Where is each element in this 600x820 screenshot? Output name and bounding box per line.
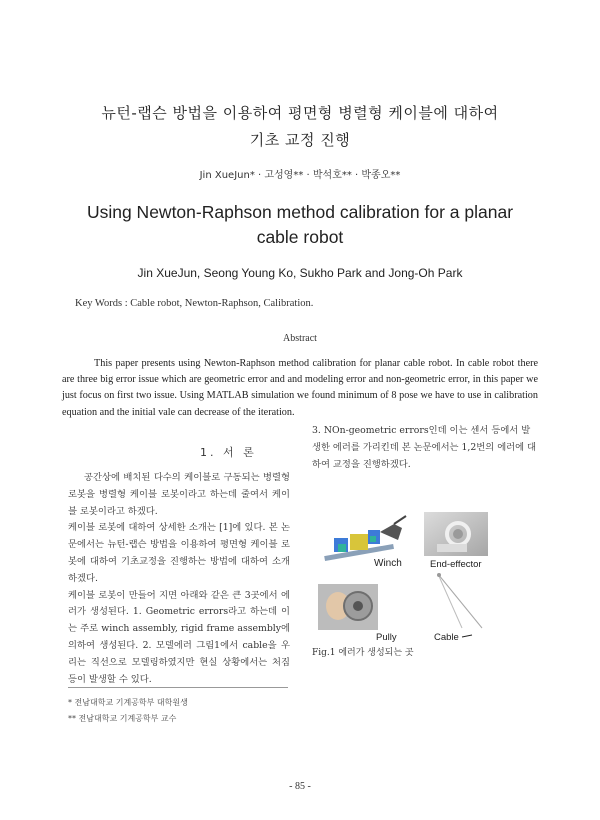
- introduction-paragraph: 케이블 로봇이 만들어 지면 아래와 같은 큰 3곳에서 에러가 생성된다. 1. Geometric errors라고 하는데 이는 주로 winch assembly, rigid frame assembly에 의하여 생성된다. 2. 모델에러 그림1에서 cable을 우리는 직선으로 모델링하였지만 현실 상황에서는 처짐 등이 발생할 수 있다.: [68, 589, 290, 685]
- footnote: * 전남대학교 기계공학부 대학원생: [68, 698, 188, 707]
- korean-title-line-2: 기초 교정 진행: [249, 131, 351, 149]
- abstract-heading: Abstract: [283, 333, 317, 344]
- english-title-line-1: Using Newton-Raphson method calibration for a planar: [86, 202, 514, 222]
- korean-authors: Jin XueJun* · 고성영** · 박석호** · 박종오**: [199, 170, 401, 181]
- pully-label: Pully: [376, 632, 397, 643]
- abstract-body: This paper presents using Newton-Raphson method calibration for planar cable robot. In cable robot there are three big error issue which are geometric error and and modeling error and non-geometric error, in this paper we just focus on first two issue. Using MATLAB simulation we found minimum of 8 pose we have to use in calibration equation and the initial vale can decrease of the iteration.: [62, 358, 538, 418]
- figure-1-photos: [312, 510, 490, 648]
- page-number: - 85 -: [289, 781, 311, 792]
- introduction-text: [68, 470, 290, 688]
- english-title: [50, 200, 550, 250]
- winch-label: Winch: [374, 558, 402, 569]
- right-column-paragraph: 3. NOn-geometric errors인데 이는 센서 등에서 발생한 에러를 가리킨데 본 논문에서는 1,2번의 에러에 대하여 교정을 진행하겠다.: [312, 425, 537, 470]
- footnotes: [68, 695, 188, 727]
- english-title-line-2: cable robot: [256, 227, 344, 247]
- korean-title: [40, 100, 560, 154]
- cable-label: Cable: [434, 632, 459, 643]
- pully-photo: [318, 584, 378, 630]
- section-heading-introduction: 1. 서 론: [200, 446, 257, 459]
- keywords: Key Words : Cable robot, Newton-Raphson, Calibration.: [75, 298, 314, 309]
- figure-1: [312, 510, 490, 648]
- figure-1-caption: Fig.1 에러가 생성되는 곳: [312, 648, 414, 658]
- introduction-paragraph: 공간상에 배치된 다수의 케이블로 구동되는 병렬형 로봇을 병렬형 케이블 로봇이라고 하는데 줄여서 케이블 로봇이라고 하겠다.: [68, 472, 290, 517]
- footnote-divider: [68, 687, 288, 688]
- english-authors: Jin XueJun, Seong Young Ko, Sukho Park and Jong-Oh Park: [137, 266, 463, 280]
- footnote: ** 전남대학교 기계공학부 교수: [68, 714, 177, 723]
- end-effector-label: End-effector: [430, 559, 482, 570]
- introduction-paragraph: 케이블 로봇에 대하여 상세한 소개는 [1]에 있다. 본 논문에서는 뉴턴-랩슨 방법을 이용하여 평면형 케이블 로봇에 대하여 기초교정을 진행하는 방법에 대하여 소개하겠다.: [68, 522, 290, 584]
- end-effector-photo: [424, 512, 488, 556]
- korean-title-line-1: 뉴턴-랩슨 방법을 이용하여 평면형 병렬형 케이블에 대하여: [101, 104, 499, 122]
